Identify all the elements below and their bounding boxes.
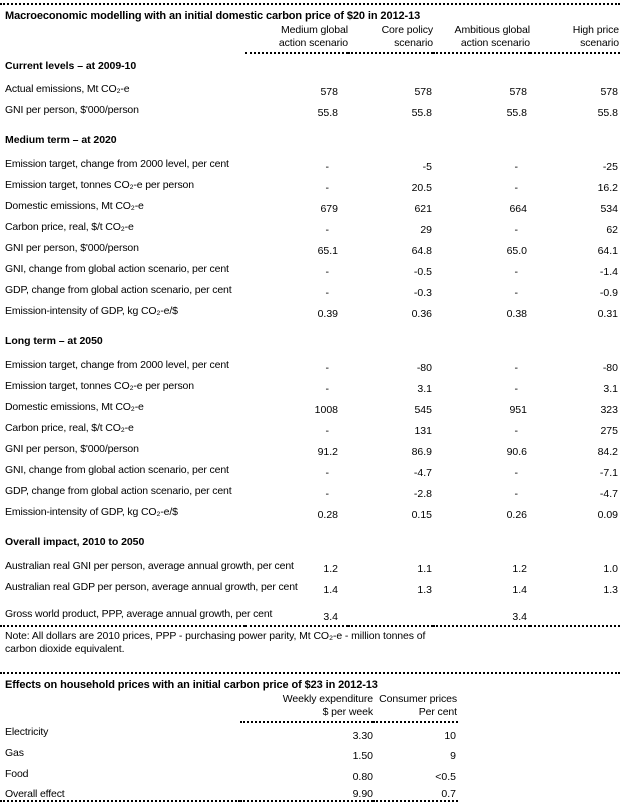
column-header-line1: Core policy	[381, 24, 433, 36]
cell-value: 578	[414, 86, 432, 98]
table-row	[0, 599, 620, 626]
cell-value: -0.5	[413, 266, 432, 278]
cell-value: 0.38	[506, 308, 527, 320]
cell-value: 1.3	[603, 584, 618, 596]
row-label: Emission target, change from 2000 level, per cent	[5, 359, 229, 371]
cell-value: 90.6	[506, 446, 527, 458]
cell-value: 621	[414, 203, 432, 215]
cell-value: 578	[320, 86, 338, 98]
column-header-line1: Medium global	[281, 24, 348, 36]
row-label: Gas	[5, 747, 24, 759]
cell-value: -25	[602, 161, 618, 173]
table-row	[0, 176, 620, 197]
column-header-line2: action scenario	[278, 37, 348, 49]
table-row	[0, 239, 620, 260]
row-label: GNI per person, $'000/person	[5, 242, 139, 254]
cell-value: 20.5	[411, 182, 432, 194]
cell-value: 55.8	[317, 107, 338, 119]
table1-title: Macroeconomic modelling with an initial domestic carbon price of $20 in 2012-13	[5, 10, 421, 22]
column-header-line2: action scenario	[460, 37, 530, 49]
cell-value: 29	[420, 224, 432, 236]
cell-value: 951	[509, 404, 527, 416]
cell-value: 1.4	[323, 584, 338, 596]
column-header-line2: Per cent	[418, 706, 457, 718]
cell-value: 55.8	[597, 107, 618, 119]
cell-value: 1.0	[603, 563, 618, 575]
cell-value: 664	[509, 203, 527, 215]
cell-value: -2.8	[413, 488, 432, 500]
column-header-consumer-prices	[373, 693, 458, 722]
column-header-line1: Ambitious global	[454, 24, 530, 36]
section-heading: Long term – at 2050	[5, 335, 103, 347]
row-label: GNI, change from global action scenario, per cent	[5, 464, 229, 476]
column-header-line2: scenario	[580, 37, 619, 49]
table-row	[0, 743, 458, 764]
cell-value: -	[514, 182, 518, 194]
cell-value: -	[325, 161, 329, 173]
cell-value: -	[514, 287, 518, 299]
cell-value: -	[325, 467, 329, 479]
table-row	[0, 155, 620, 176]
cell-value: 0.28	[317, 509, 338, 521]
cell-value: 86.9	[411, 446, 432, 458]
table-row	[0, 764, 458, 785]
row-label: Gross world product, PPP, average annual growth, per cent	[5, 608, 273, 620]
table-row	[0, 101, 620, 122]
cell-value: -	[325, 383, 329, 395]
cell-value: -4.7	[413, 467, 432, 479]
table-row	[0, 218, 620, 239]
cell-value: 275	[600, 425, 618, 437]
cell-value: -	[325, 425, 329, 437]
cell-value: -	[325, 488, 329, 500]
column-header-weekly-expenditure	[240, 693, 373, 722]
cell-value: 1008	[314, 404, 338, 416]
cell-value: -	[514, 425, 518, 437]
macro-modelling-table-section	[0, 3, 620, 656]
table-row	[0, 722, 458, 743]
cell-value: -	[325, 287, 329, 299]
cell-value: 9	[450, 750, 456, 762]
row-label: GDP, change from global action scenario, per cent	[5, 284, 232, 296]
row-label: GNI per person, $'000/person	[5, 443, 139, 455]
table-row	[0, 197, 620, 218]
table2-title: Effects on household prices with an initial carbon price of $23 in 2012-13	[5, 679, 378, 691]
cell-value: 534	[600, 203, 618, 215]
cell-value: 3.1	[603, 383, 618, 395]
column-header-line1: High price	[572, 24, 619, 36]
row-label: Domestic emissions, Mt CO₂-e	[5, 401, 144, 413]
cell-value: <0.5	[435, 771, 456, 783]
row-label: Actual emissions, Mt CO₂-e	[5, 83, 130, 95]
table-row	[0, 377, 620, 398]
table-row	[0, 398, 620, 419]
cell-value: -5	[422, 161, 432, 173]
table1-label-column-header	[0, 24, 245, 53]
cell-value: 3.30	[352, 730, 373, 742]
cell-value: 0.26	[506, 509, 527, 521]
section-heading-row	[0, 53, 620, 80]
cell-value: -1.4	[599, 266, 618, 278]
cell-value: -0.9	[599, 287, 618, 299]
cell-value: 0.36	[411, 308, 432, 320]
row-label: Carbon price, real, $/t CO₂-e	[5, 221, 134, 233]
note-line-1: Note: All dollars are 2010 prices, PPP - purchasing power parity, Mt CO₂-e - million tonnes of	[5, 630, 426, 642]
macro-modelling-table	[0, 24, 620, 627]
cell-value: 84.2	[597, 446, 618, 458]
cell-value: 578	[600, 86, 618, 98]
cell-value: -	[325, 266, 329, 278]
cell-value: 0.80	[352, 771, 373, 783]
column-header-high-price	[530, 24, 620, 53]
table-row	[0, 281, 620, 302]
cell-value: 1.2	[323, 563, 338, 575]
section-heading: Overall impact, 2010 to 2050	[5, 536, 145, 548]
cell-value: 10	[444, 730, 456, 742]
cell-value: 131	[414, 425, 432, 437]
cell-value	[348, 599, 433, 626]
cell-value: 0.15	[411, 509, 432, 521]
cell-value: -	[325, 362, 329, 374]
cell-value: 1.50	[352, 750, 373, 762]
row-label: Australian real GNI per person, average annual growth, per cent	[5, 560, 294, 572]
row-label: Food	[5, 768, 29, 780]
cell-value: 64.1	[597, 245, 618, 257]
cell-value: -	[514, 266, 518, 278]
note-line-2: carbon dioxide equivalent.	[5, 643, 125, 655]
table-row	[0, 557, 620, 578]
cell-value: 65.0	[506, 245, 527, 257]
cell-value: 62	[606, 224, 618, 236]
cell-value: 0.7	[373, 785, 458, 801]
row-label: Domestic emissions, Mt CO₂-e	[5, 200, 144, 212]
row-label: GNI, change from global action scenario, per cent	[5, 263, 229, 275]
cell-value	[530, 599, 620, 626]
cell-value: -	[514, 383, 518, 395]
cell-value: 3.4	[512, 611, 527, 623]
row-label: Emission-intensity of GDP, kg CO₂-e/$	[5, 305, 178, 317]
cell-value: -	[514, 467, 518, 479]
table2-header-row	[0, 693, 458, 722]
cell-value: 0.39	[317, 308, 338, 320]
table-row	[0, 440, 620, 461]
column-header-medium-global	[245, 24, 348, 53]
section-heading: Medium term – at 2020	[5, 134, 117, 146]
cell-value: -4.7	[599, 488, 618, 500]
cell-value: 55.8	[411, 107, 432, 119]
table-row	[0, 785, 458, 801]
cell-value: 55.8	[506, 107, 527, 119]
cell-value: -80	[602, 362, 618, 374]
row-label: Emission target, tonnes CO₂-e per person	[5, 380, 194, 392]
table1-note	[0, 627, 620, 656]
section-heading: Current levels – at 2009-10	[5, 60, 137, 72]
row-label: Carbon price, real, $/t CO₂-e	[5, 422, 134, 434]
table-row	[0, 80, 620, 101]
row-label: GNI per person, $'000/person	[5, 104, 139, 116]
table-row	[0, 461, 620, 482]
cell-value: 0.31	[597, 308, 618, 320]
table-row	[0, 260, 620, 281]
cell-value: -	[325, 224, 329, 236]
cell-value: 3.4	[323, 611, 338, 623]
table-row	[0, 302, 620, 323]
cell-value: 323	[600, 404, 618, 416]
report-page	[0, 3, 620, 800]
row-label: Overall effect	[0, 785, 240, 801]
column-header-line2: $ per week	[322, 706, 373, 718]
table-row	[0, 503, 620, 524]
cell-value: 64.8	[411, 245, 432, 257]
column-header-line1: Consumer prices	[379, 693, 457, 705]
cell-value: -0.3	[413, 287, 432, 299]
column-header-line2: scenario	[394, 37, 433, 49]
cell-value: 3.1	[417, 383, 432, 395]
row-label: Emission target, tonnes CO₂-e per person	[5, 179, 194, 191]
row-label: Emission-intensity of GDP, kg CO₂-e/$	[5, 506, 178, 518]
cell-value: 1.2	[512, 563, 527, 575]
cell-value: -7.1	[599, 467, 618, 479]
cell-value: 578	[509, 86, 527, 98]
household-prices-table-section	[0, 674, 458, 802]
cell-value: 91.2	[317, 446, 338, 458]
cell-value: -	[514, 362, 518, 374]
cell-value: 1.4	[512, 584, 527, 596]
cell-value: -	[514, 161, 518, 173]
section-heading-row	[0, 524, 620, 557]
table-row	[0, 578, 620, 599]
row-label: Electricity	[5, 726, 49, 738]
row-label: GDP, change from global action scenario, per cent	[5, 485, 232, 497]
section-heading-row	[0, 323, 620, 356]
table1-header-row	[0, 24, 620, 53]
table-row	[0, 482, 620, 503]
cell-value: 16.2	[597, 182, 618, 194]
column-header-line1: Weekly expenditure	[282, 693, 373, 705]
cell-value: -	[514, 224, 518, 236]
cell-value: 0.09	[597, 509, 618, 521]
row-label: Emission target, change from 2000 level, per cent	[5, 158, 229, 170]
column-header-ambitious-global	[433, 24, 530, 53]
household-prices-table	[0, 693, 458, 802]
table-row	[0, 356, 620, 377]
cell-value: -	[325, 182, 329, 194]
cell-value: -	[514, 488, 518, 500]
cell-value: 1.1	[417, 563, 432, 575]
cell-value: 679	[320, 203, 338, 215]
cell-value: 1.3	[417, 584, 432, 596]
cell-value: 65.1	[317, 245, 338, 257]
table2-label-column-header	[0, 693, 240, 722]
section-heading-row	[0, 122, 620, 155]
cell-value: -80	[416, 362, 432, 374]
row-label: Australian real GDP per person, average annual growth, per cent	[5, 581, 298, 593]
column-header-core-policy	[348, 24, 433, 53]
table-row	[0, 419, 620, 440]
cell-value: 9.90	[240, 785, 373, 801]
cell-value: 545	[414, 404, 432, 416]
